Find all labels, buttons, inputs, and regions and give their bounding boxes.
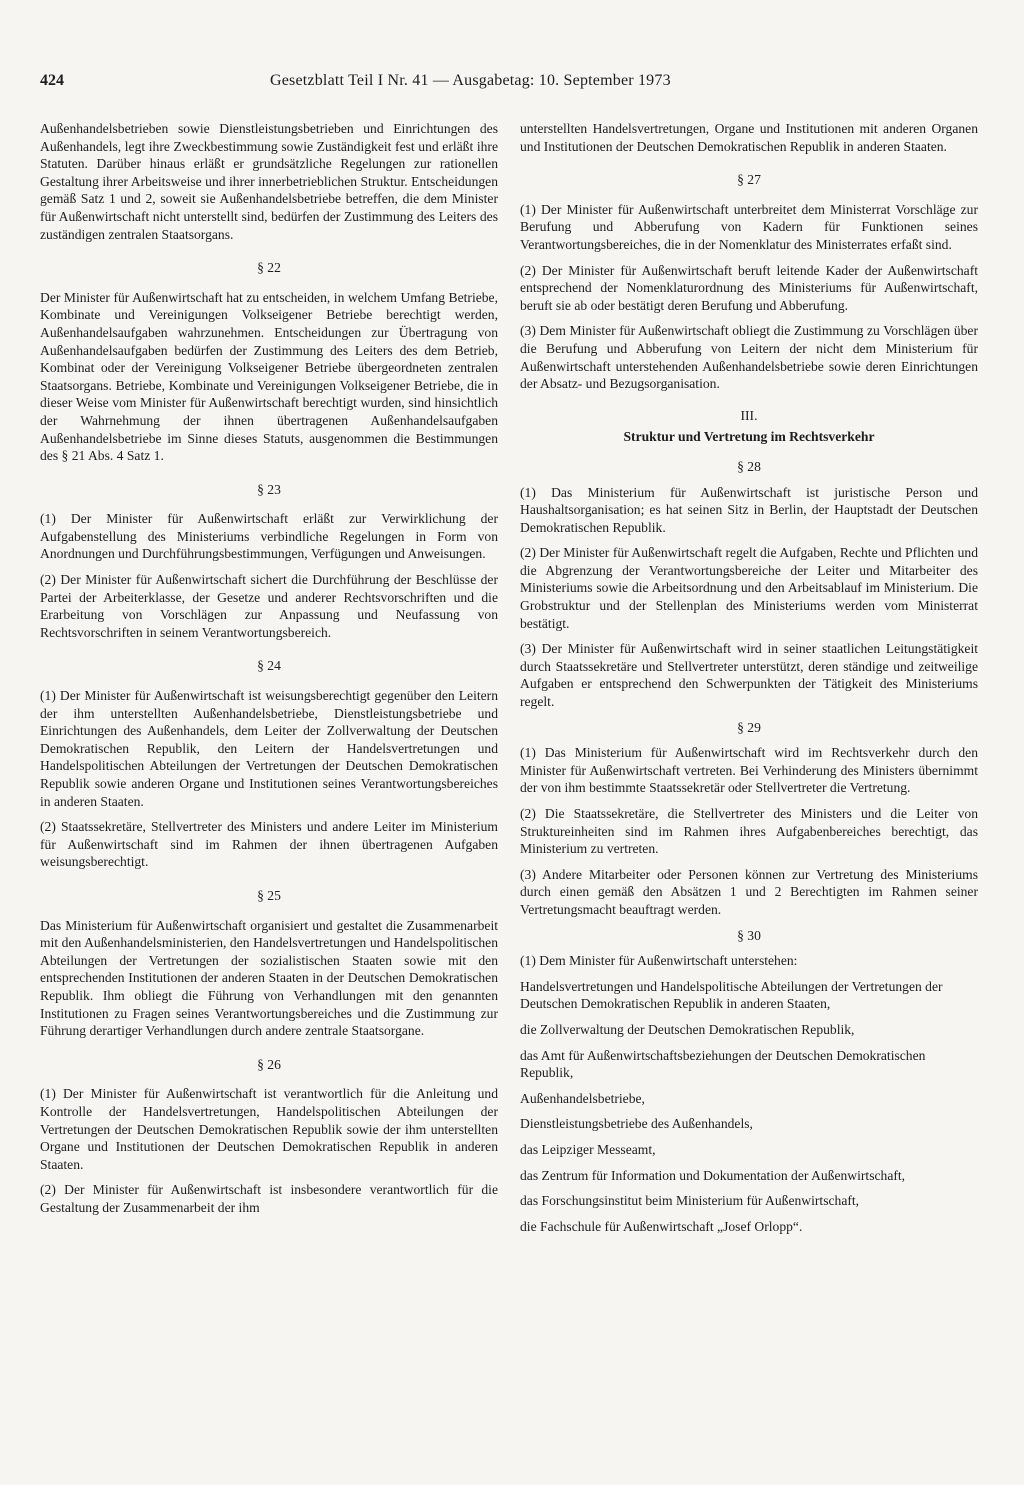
paragraph: Außenhandelsbetrieben sowie Dienstleistungsbetrieben und Einrichtungen des Außenhandels, legt ihre Zweckbestimmung sowie Zuständigkeit fest und erläßt ihre Statuten. Darüber hinaus erläßt er grundsätzliche Regelungen zur rationellen Gestaltung ihrer Arbeitsweise und ihrer innerbetrieblichen Struktur. Entscheidungen gemäß Satz 1 und 2, soweit sie Außenhandelsbetriebe betreffen, die dem Minister für Außenwirtschaft nicht unterstellt sind, bedürfen der Zustimmung des Leiters des zuständigen zentralen Staatsorgans. — [40, 121, 498, 242]
chapter-title: Struktur und Vertretung im Rechtsverkehr — [623, 429, 875, 445]
paragraph: (2) Staatssekretäre, Stellvertreter des Ministers und andere Leiter im Ministerium für Außenwirtschaft sind im Rahmen der ihnen übertragenen Aufgaben weisungsberechtigt. — [40, 819, 498, 870]
right-column — [520, 120, 978, 1243]
section-heading-23: § 23 — [257, 481, 281, 497]
paragraph: (2) Der Minister für Außenwirtschaft sichert die Durchführung der Beschlüsse der Partei der Arbeiterklasse, der Gesetze und anderer Rechtsvorschriften und die Erarbeitung von Vorschlägen zur Anpassung und Neufassung von Rechtsvorschriften in seinem Verantwortungsbereich. — [40, 572, 498, 640]
list-item: das Forschungsinstitut beim Ministerium für Außenwirtschaft, — [520, 1193, 860, 1209]
list-item: Außenhandelsbetriebe, — [520, 1090, 645, 1106]
list-item: Handelsvertretungen und Handelspolitische Abteilungen der Vertretungen der Deutschen Demokratischen Republik in anderen Staaten, — [520, 978, 943, 1012]
section-heading-28: § 28 — [737, 458, 761, 474]
list-item: das Zentrum für Information und Dokumentation der Außenwirtschaft, — [520, 1167, 906, 1183]
paragraph: (2) Die Staatssekretäre, die Stellvertreter des Ministers und die Leiter von Struktureinheiten sind im Rahmen ihres Aufgabenbereiches berechtigt, das Ministerium zu vertreten. — [520, 806, 978, 857]
list-item: Dienstleistungsbetriebe des Außenhandels, — [520, 1116, 753, 1132]
section-heading-22: § 22 — [257, 260, 281, 276]
page-number: 424 — [40, 72, 64, 89]
paragraph: (1) Der Minister für Außenwirtschaft ist weisungsberechtigt gegenüber den Leitern der ihm unterstellten Außenhandelsbetriebe, Dienstleistungsbetriebe und Einrichtungen des Außenhandels, dem Leiter der Zollverwaltung der Deutschen Demokratischen Republik, den Leitern der Handelsvertretungen und Handelspolitischen Abteilungen der Vertretungen der Deutschen Demokratischen Republik sowie anderen Organe und Institutionen seines Verantwortungsbereiches in anderen Staaten. — [40, 688, 498, 809]
section-heading-30: § 30 — [737, 927, 761, 943]
paragraph: (2) Der Minister für Außenwirtschaft ist insbesondere verantwortlich für die Gestaltung der Zusammenarbeit der ihm — [40, 1182, 498, 1215]
paragraph: (1) Der Minister für Außenwirtschaft erläßt zur Verwirklichung der Aufgabenstellung des Ministeriums verbindliche Regelungen in Form von Anordnungen und Durchführungsbestimmungen, Verfügungen und Anweisungen. — [40, 511, 498, 562]
list-item: die Fachschule für Außenwirtschaft „Josef Orlopp“. — [520, 1218, 803, 1234]
paragraph: unterstellten Handelsvertretungen, Organe und Institutionen mit anderen Organen und Institutionen der Deutschen Demokratischen Republik in anderen Staaten. — [520, 121, 978, 154]
paragraph: (3) Der Minister für Außenwirtschaft wird in seiner staatlichen Leitungstätigkeit durch Staatssekretäre und Stellvertreter unterstützt, deren ständige und zeitweilige Aufgaben er entsprechend den Schwerpunkten der Tätigkeit des Ministeriums regelt. — [520, 641, 978, 710]
chapter-number: III. — [740, 407, 758, 423]
section-heading-27: § 27 — [737, 172, 761, 188]
paragraph: (1) Der Minister für Außenwirtschaft unterbreitet dem Ministerrat Vorschläge zur Berufung und Abberufung von Kadern für Funktionen seines Verantwortungsbereiches, die in der Nomenklatur des Ministerrates erfaßt sind. — [520, 201, 978, 252]
paragraph: (2) Der Minister für Außenwirtschaft regelt die Aufgaben, Rechte und Pflichten und die Abgrenzung der Verantwortungsbereiche der Leiter und Mitarbeiter des Ministeriums sowie die Arbeitsordnung und den Arbeitsablauf im Ministerium. Die Grobstruktur und der Stellenplan des Ministeriums werden vom Ministerrat bestätigt. — [520, 545, 978, 631]
paragraph: (1) Dem Minister für Außenwirtschaft unterstehen: — [520, 953, 798, 969]
section-heading-29: § 29 — [737, 719, 761, 735]
list-item: die Zollverwaltung der Deutschen Demokratischen Republik, — [520, 1021, 855, 1037]
list-item: das Amt für Außenwirtschaftsbeziehungen der Deutschen Demokratischen Republik, — [520, 1047, 926, 1081]
paragraph: (1) Das Ministerium für Außenwirtschaft ist juristische Person und Haushaltsorganisation; es hat seinen Sitz in Berlin, der Hauptstadt der Deutschen Demokratischen Republik. — [520, 484, 978, 535]
paragraph: (3) Andere Mitarbeiter oder Personen können zur Vertretung des Ministeriums durch einen gemäß den Absätzen 1 und 2 Berechtigten im Rahmen seiner Vertretungsmacht beauftragt werden. — [520, 866, 978, 917]
paragraph: (3) Dem Minister für Außenwirtschaft obliegt die Zustimmung zu Vorschlägen über die Berufung und Abberufung von Leitern der nicht dem Ministerium für Außenwirtschaft unterstehenden Außenhandelsbetriebe sowie deren Einrichtungen der Absatz- und Bezugsorganisation. — [520, 323, 978, 392]
section-heading-24: § 24 — [257, 658, 281, 674]
page-header — [40, 72, 976, 98]
paragraph: (1) Der Minister für Außenwirtschaft ist verantwortlich für die Anleitung und Kontrolle der Handelsvertretungen, Handelspolitischen Abteilungen der Vertretungen der Deutschen Demokratischen Republik sowie der ihm unterstellten Organe und Institutionen der Deutschen Demokratischen Republik in anderen Staaten. — [40, 1086, 498, 1172]
running-head: Gesetzblatt Teil I Nr. 41 — Ausgabetag: 10. September 1973 — [270, 72, 671, 89]
paragraph: (1) Das Ministerium für Außenwirtschaft wird im Rechtsverkehr durch den Minister für Außenwirtschaft vertreten. Bei Verhinderung des Ministers übernimmt der von ihm bestimmte Staatssekretär oder Stellvertreter die Vertretung. — [520, 745, 978, 796]
left-column — [40, 120, 498, 1224]
section-heading-26: § 26 — [257, 1056, 281, 1072]
section-heading-25: § 25 — [257, 887, 281, 903]
paragraph: Der Minister für Außenwirtschaft hat zu entscheiden, in welchem Umfang Betriebe, Kombinate und Vereinigungen Volkseigener Betriebe berechtigt werden, Außenhandelsaufgaben wahrzunehmen. Entscheidungen zur Übertragung von Außenhandelsaufgaben bedürfen der Zustimmung des Leiters des dem Betrieb, Kombinat oder der Vereinigung Volkseigener Betriebe übergeordneten zentralen Staatsorgans. Betriebe, Kombinate und Vereinigungen Volkseigener Betriebe, die in dieser Weise vom Minister für Außenwirtschaft berechtigt wurden, sind hinsichtlich der Wahrnehmung der ihnen übertragenen Außenhandelsaufgaben Außenhandelsbetriebe im Sinne dieses Statuts, ausgenommen die Bestimmungen des § 21 Abs. 4 Satz 1. — [40, 289, 498, 464]
paragraph: Das Ministerium für Außenwirtschaft organisiert und gestaltet die Zusammenarbeit mit den Außenhandelsministerien, den Handelsvertretungen und Handelspolitischen Abteilungen der Vertretungen der sozialistischen Staaten sowie mit den entsprechenden Institutionen der anderen Staaten in der Deutschen Demokratischen Republik. Ihm obliegt die Führung von Verhandlungen mit den genannten Institutionen zu Fragen seines Verantwortungsbereiches und die Zustimmung zur Führung derartiger Verhandlungen durch andere zentrale Staatsorgane. — [40, 917, 498, 1039]
list-item: das Leipziger Messeamt, — [520, 1141, 656, 1157]
paragraph: (2) Der Minister für Außenwirtschaft beruft leitende Kader der Außenwirtschaft entsprechend der Nomenklaturordnung des Ministeriums für Außenwirtschaft, beruft sie ab oder bestätigt deren Berufung und Abberufung. — [520, 262, 978, 313]
